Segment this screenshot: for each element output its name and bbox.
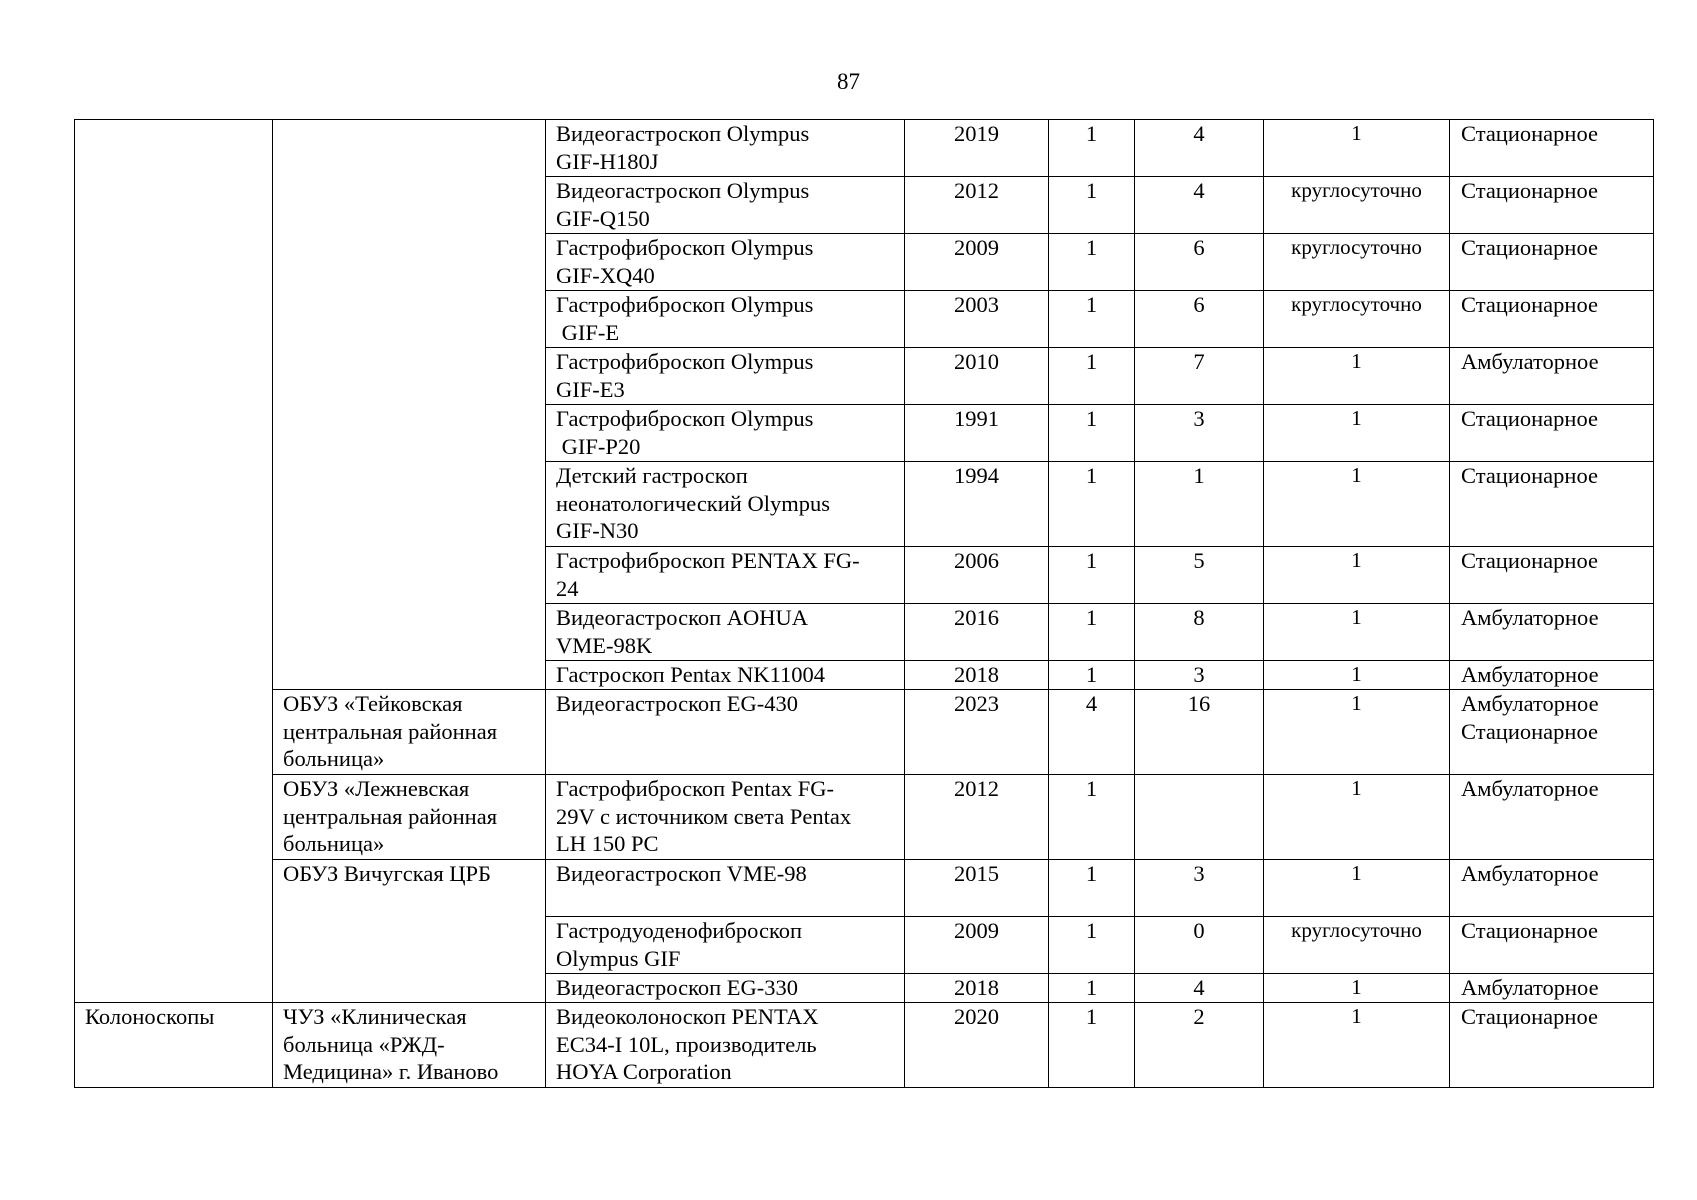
year-cell: 2009 [905, 917, 1049, 974]
device-cell: Видеогастроскоп EG-430 [546, 690, 905, 775]
type-cell: Стационарное [1450, 462, 1654, 547]
count-cell: 1 [1049, 547, 1135, 604]
quantity-cell: 16 [1135, 690, 1264, 775]
text-line: Детский гастроскоп [556, 463, 748, 488]
text-line: Видеоколоноскоп PENTAX [556, 1004, 819, 1029]
mode-cell: 1 [1264, 604, 1450, 661]
device-cell [546, 775, 905, 860]
text-line: Гастрофиброскоп Olympus [556, 235, 814, 260]
count-cell: 1 [1049, 291, 1135, 348]
count-cell: 1 [1049, 1003, 1135, 1088]
text-line: GIF-P20 [556, 433, 641, 459]
quantity-cell: 1 [1135, 462, 1264, 547]
mode-cell: 1 [1264, 690, 1450, 775]
mode-cell: круглосуточно [1264, 234, 1450, 291]
type-cell: Стационарное [1450, 547, 1654, 604]
count-cell: 1 [1049, 604, 1135, 661]
type-cell: Амбулаторное [1450, 661, 1654, 690]
quantity-cell: 4 [1135, 974, 1264, 1003]
organization-cell [273, 120, 546, 690]
organization-cell [273, 1003, 546, 1088]
text-line: ОБУЗ «Тейковская [283, 691, 463, 716]
year-cell: 1994 [905, 462, 1049, 547]
type-cell: Амбулаторное [1450, 860, 1654, 917]
count-cell: 1 [1049, 917, 1135, 974]
text-line: больница» [283, 746, 385, 771]
type-cell: Амбулаторное [1450, 348, 1654, 405]
year-cell: 2010 [905, 348, 1049, 405]
table-row [75, 775, 1654, 860]
table-row [75, 860, 1654, 917]
category-cell [75, 120, 273, 1003]
table-row [75, 120, 1654, 177]
type-cell [1450, 690, 1654, 775]
mode-cell: 1 [1264, 348, 1450, 405]
text-line: Гастродуоденофиброскоп [556, 918, 803, 943]
text-line: больница «РЖД- [283, 1031, 445, 1057]
year-cell: 2006 [905, 547, 1049, 604]
mode-cell: 1 [1264, 462, 1450, 547]
text-line: неонатологический Olympus [556, 490, 830, 516]
count-cell: 1 [1049, 661, 1135, 690]
mode-cell: 1 [1264, 405, 1450, 462]
device-cell [546, 917, 905, 974]
text-line: GIF-Q150 [556, 205, 650, 231]
device-cell [546, 234, 905, 291]
year-cell: 2012 [905, 775, 1049, 860]
device-cell [546, 120, 905, 177]
mode-cell: 1 [1264, 547, 1450, 604]
organization-cell [273, 775, 546, 860]
text-line: Медицина» г. Иваново [283, 1059, 499, 1084]
mode-cell: 1 [1264, 1003, 1450, 1088]
organization-cell [273, 690, 546, 775]
quantity-cell: 3 [1135, 405, 1264, 462]
type-cell: Амбулаторное [1450, 974, 1654, 1003]
text-line: Гастрофиброскоп PENTAX FG- [556, 548, 860, 573]
year-cell: 2023 [905, 690, 1049, 775]
text-line: Видеогастроскоп Olympus [556, 121, 810, 146]
year-cell: 2018 [905, 974, 1049, 1003]
mode-cell: круглосуточно [1264, 291, 1450, 348]
type-cell: Амбулаторное [1450, 604, 1654, 661]
device-cell [546, 604, 905, 661]
device-cell [546, 1003, 905, 1088]
count-cell: 1 [1049, 348, 1135, 405]
text-line: Стационарное [1461, 718, 1598, 744]
text-line: ЧУЗ «Клиническая [283, 1004, 467, 1029]
type-cell: Стационарное [1450, 917, 1654, 974]
type-cell: Стационарное [1450, 177, 1654, 234]
text-line: GIF-E3 [556, 376, 625, 402]
year-cell: 1991 [905, 405, 1049, 462]
count-cell: 1 [1049, 462, 1135, 547]
text-line: ОБУЗ «Лежневская [283, 776, 470, 801]
type-cell: Стационарное [1450, 405, 1654, 462]
mode-cell: круглосуточно [1264, 917, 1450, 974]
text-line: GIF-E [556, 319, 620, 345]
text-line: Видеогастроскоп AOHUA [556, 605, 809, 630]
text-line: центральная районная [283, 718, 498, 744]
count-cell: 1 [1049, 177, 1135, 234]
text-line: HOYA Corporation [556, 1059, 732, 1084]
device-cell [546, 177, 905, 234]
organization-cell: ОБУЗ Вичугская ЦРБ [273, 860, 546, 1003]
text-line: GIF-H180J [556, 148, 659, 174]
device-cell [546, 348, 905, 405]
mode-cell: 1 [1264, 775, 1450, 860]
text-line: EC34-I 10L, производитель [556, 1031, 817, 1057]
year-cell: 2015 [905, 860, 1049, 917]
mode-cell: круглосуточно [1264, 177, 1450, 234]
text-line: 24 [556, 575, 579, 601]
device-cell [546, 547, 905, 604]
quantity-cell: 2 [1135, 1003, 1264, 1088]
text-line: Гастрофиброскоп Olympus [556, 349, 814, 374]
type-cell: Стационарное [1450, 291, 1654, 348]
year-cell: 2003 [905, 291, 1049, 348]
text-line: VME-98K [556, 632, 653, 658]
device-cell [546, 405, 905, 462]
page-number: 87 [837, 69, 860, 94]
count-cell: 1 [1049, 405, 1135, 462]
equipment-table [74, 119, 1654, 1088]
year-cell: 2012 [905, 177, 1049, 234]
type-cell: Стационарное [1450, 120, 1654, 177]
mode-cell: 1 [1264, 974, 1450, 1003]
text-line: Гастрофиброскоп Olympus [556, 406, 814, 431]
text-line: Видеогастроскоп Olympus [556, 178, 810, 203]
mode-cell: 1 [1264, 661, 1450, 690]
quantity-cell: 6 [1135, 291, 1264, 348]
table-row [75, 690, 1654, 775]
year-cell: 2019 [905, 120, 1049, 177]
year-cell: 2020 [905, 1003, 1049, 1088]
text-line: 29V с источником света Pentax [556, 803, 852, 829]
mode-cell: 1 [1264, 860, 1450, 917]
year-cell: 2016 [905, 604, 1049, 661]
table-row [75, 1003, 1654, 1088]
text-line: GIF-XQ40 [556, 262, 655, 288]
device-cell: Гастроскоп Pentax NK11004 [546, 661, 905, 690]
type-cell: Стационарное [1450, 1003, 1654, 1088]
device-cell: Видеогастроскоп VME-98 [546, 860, 905, 917]
quantity-cell: 3 [1135, 661, 1264, 690]
quantity-cell: 6 [1135, 234, 1264, 291]
quantity-cell: 7 [1135, 348, 1264, 405]
quantity-cell: 5 [1135, 547, 1264, 604]
text-line: Гастрофиброскоп Olympus [556, 292, 814, 317]
quantity-cell: 4 [1135, 177, 1264, 234]
count-cell: 1 [1049, 974, 1135, 1003]
year-cell: 2018 [905, 661, 1049, 690]
count-cell: 1 [1049, 120, 1135, 177]
device-cell [546, 291, 905, 348]
text-line: Гастрофиброскоп Pentax FG- [556, 776, 834, 801]
type-cell: Амбулаторное [1450, 775, 1654, 860]
count-cell: 4 [1049, 690, 1135, 775]
quantity-cell: 3 [1135, 860, 1264, 917]
quantity-cell: 0 [1135, 917, 1264, 974]
quantity-cell: 4 [1135, 120, 1264, 177]
text-line: больница» [283, 831, 385, 856]
category-cell: Колоноскопы [75, 1003, 273, 1088]
text-line: Амбулаторное [1461, 691, 1599, 716]
quantity-cell: 8 [1135, 604, 1264, 661]
text-line: GIF-N30 [556, 518, 639, 543]
device-cell [546, 462, 905, 547]
device-cell: Видеогастроскоп EG-330 [546, 974, 905, 1003]
text-line: центральная районная [283, 803, 498, 829]
year-cell: 2009 [905, 234, 1049, 291]
type-cell: Стационарное [1450, 234, 1654, 291]
count-cell: 1 [1049, 775, 1135, 860]
mode-cell: 1 [1264, 120, 1450, 177]
quantity-cell [1135, 775, 1264, 860]
text-line: Olympus GIF [556, 945, 681, 971]
count-cell: 1 [1049, 860, 1135, 917]
text-line: LH 150 PC [556, 831, 659, 856]
count-cell: 1 [1049, 234, 1135, 291]
